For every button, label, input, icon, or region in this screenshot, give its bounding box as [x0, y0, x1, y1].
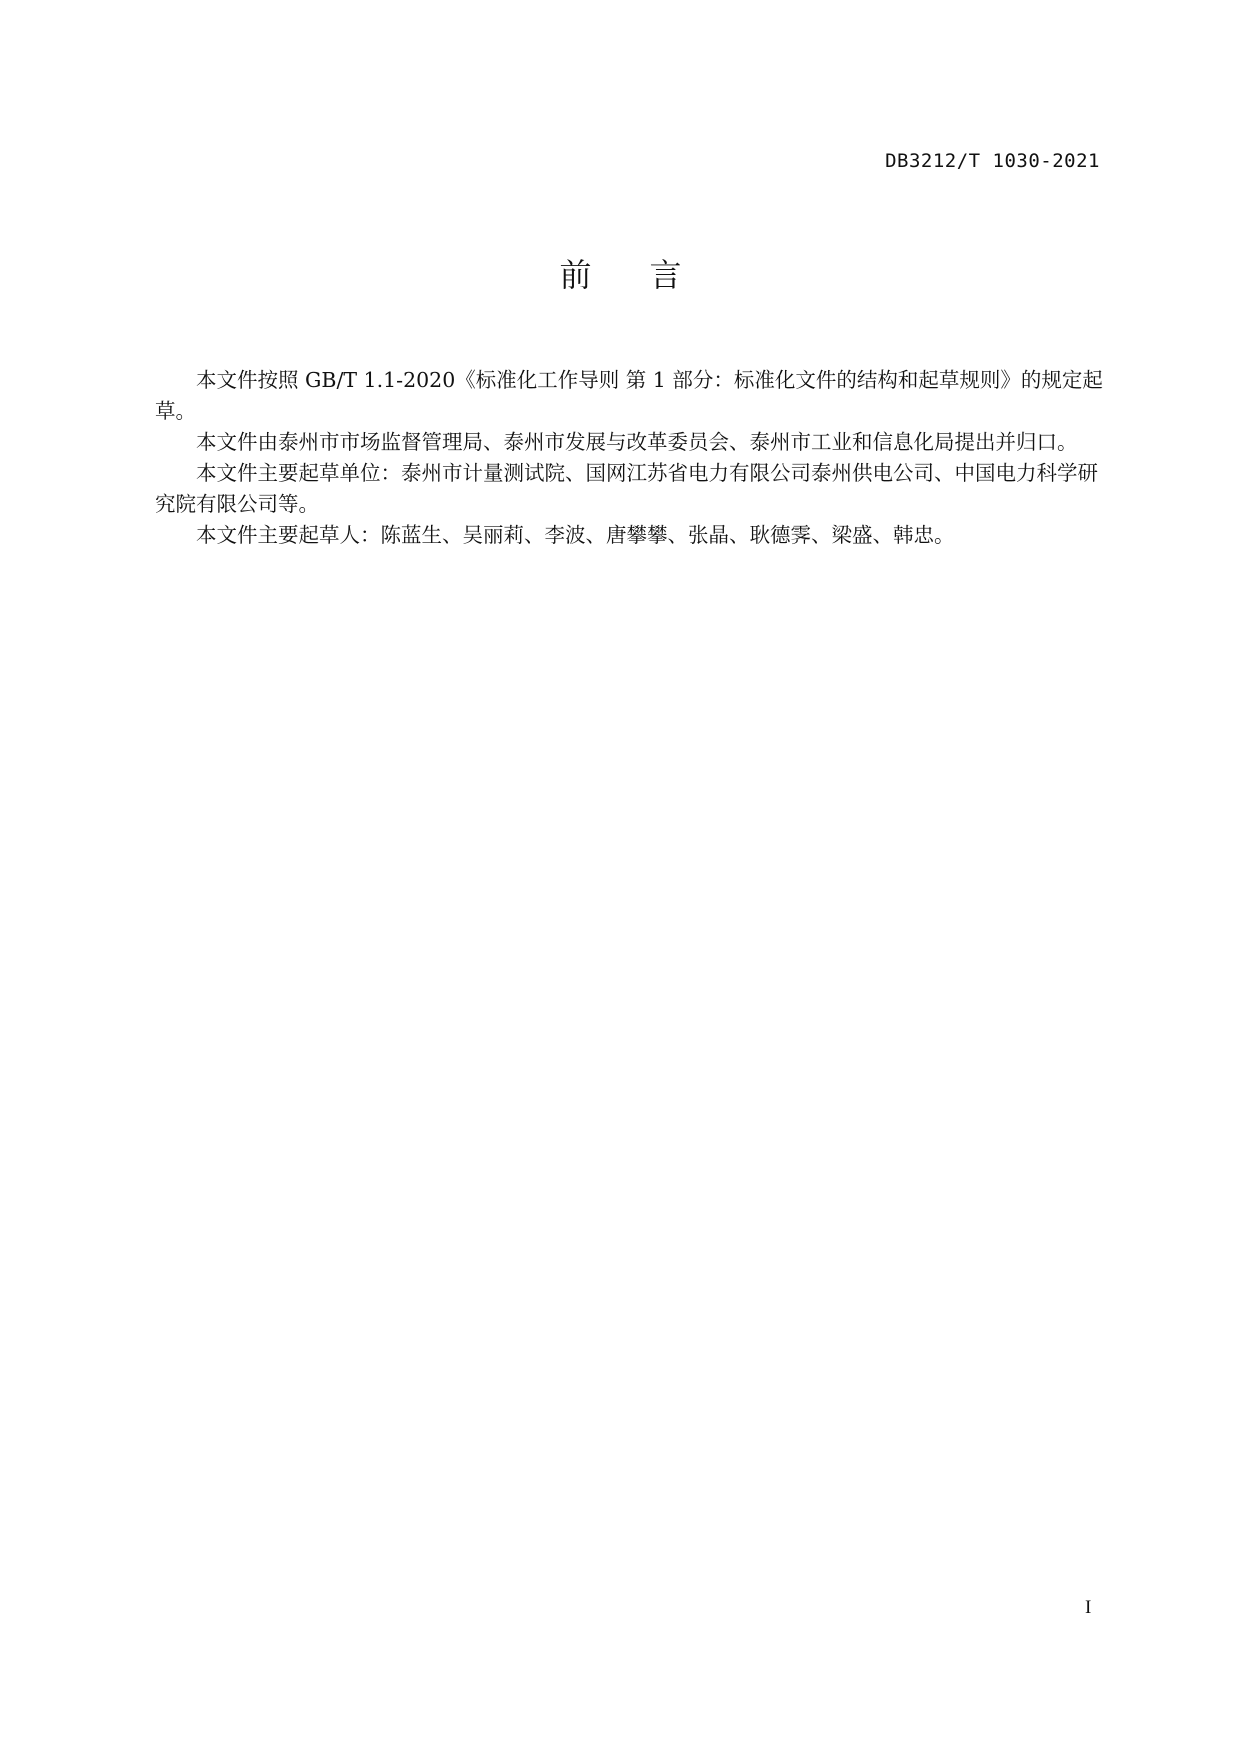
- paragraph-drafting-units: 本文件主要起草单位：泰州市计量测试院、国网江苏省电力有限公司泰州供电公司、中国电力科学研究院有限公司等。: [155, 461, 1098, 516]
- foreword-body: [155, 365, 1115, 551]
- page-number: I: [1085, 1597, 1092, 1618]
- paragraph-drafters: 本文件主要起草人：陈蓝生、吴丽莉、李波、唐攀攀、张晶、耿德霁、梁盛、韩忠。: [196, 523, 955, 547]
- document-code: DB3212/T 1030-2021: [885, 150, 1100, 172]
- page-title: 前言: [559, 256, 740, 294]
- paragraph-drafting-rules: 本文件按照 GB/T 1.1-2020《标准化工作导则 第 1 部分：标准化文件的结构和起草规则》的规定起草。: [155, 368, 1103, 423]
- paragraph-proposer: 本文件由泰州市市场监督管理局、泰州市发展与改革委员会、泰州市工业和信息化局提出并归口。: [196, 430, 1078, 454]
